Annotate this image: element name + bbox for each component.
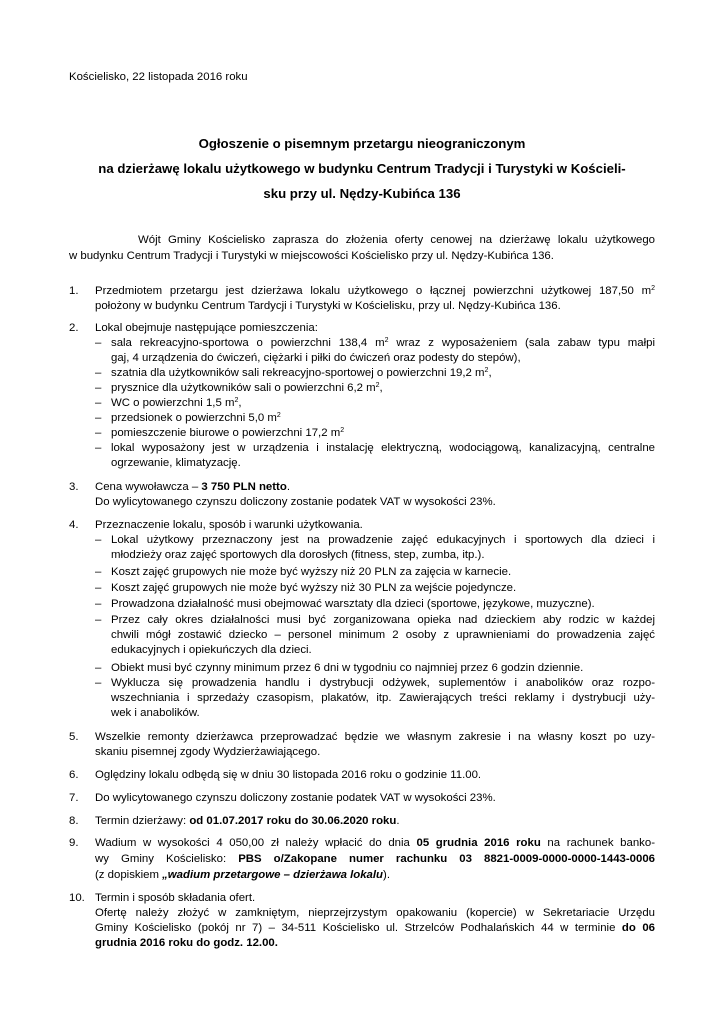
item-10-line-4: grudnia 2016 roku do godz. 12.00. <box>95 937 278 949</box>
item-10-line-2: Ofertę należy złożyć w zamkniętym, nieprzejrzystym opakowaniu (kopercie) w Sekretariacie Urzędu <box>95 907 655 919</box>
item-4-sub-4: Prowadzona działalność musi obejmować warsztaty dla dzieci (sportowe, językowe, muzyczne). <box>111 598 595 610</box>
item-3-line-2: Do wylicytowanego czynszu doliczony zostanie podatek VAT w wysokości 23%. <box>95 496 496 508</box>
item-6-number: 6. <box>69 769 79 781</box>
item-2-sub-1-line-1: sala rekreacyjno-sportowa o powierzchni 138,4 $m^2$ wraz z wyposażeniem (sala zabaw typu małpi <box>111 337 655 349</box>
item-2-sub-4: WC o powierzchni 1,5 $m^2$, <box>111 397 242 409</box>
item-1-line-2: położony w budynku Centrum Tardycji i Turystyki w Kościelisku, przy ul. Nędzy-Kubińca 136. <box>95 300 561 312</box>
item-1-line-1: Przedmiotem przetargu jest dzierżawa lokalu użytkowego o łącznej powierzchni użytkowej 187,50 $m^2$ <box>95 285 655 297</box>
item-4-bullet: – <box>95 677 102 689</box>
item-3-number: 3. <box>69 481 79 493</box>
item-4-sub-5-line-1: Przez cały okres działalności musi być zorganizowana opieka nad dzieckiem aby rodzic w każdej <box>111 614 655 626</box>
item-4-sub-3: Koszt zajęć grupowych nie może być wyższy niż 30 PLN za wejście pojedyncze. <box>111 582 517 594</box>
title-line-3: sku przy ul. Nędzy-Kubińca 136 <box>263 186 461 201</box>
item-7-line-1: Do wylicytowanego czynszu doliczony zostanie podatek VAT w wysokości 23%. <box>95 792 496 804</box>
item-8-line-1: Termin dzierżawy: od 01.07.2017 roku do 30.06.2020 roku. <box>95 815 400 827</box>
item-2-bullet: – <box>95 442 102 454</box>
item-2-number: 2. <box>69 322 79 334</box>
item-2-sub-3: prysznice dla użytkowników sali o powierzchni 6,2 $m^2$, <box>111 382 383 394</box>
deposit-deadline: 05 grudnia 2016 roku <box>416 837 541 849</box>
item-2-bullet: – <box>95 427 102 439</box>
item-2-sub-7-line-1: lokal wyposażony jest w urządzenia i instalację elektryczną, wodociągową, kanalizacyjną, centralne <box>111 442 655 454</box>
item-2-bullet: – <box>95 397 102 409</box>
item-9-line-2: wy Gminy Kościelisko: PBS o/Zakopane numer rachunku 03 8821-0009-0000-0000-1443-0006 <box>95 853 656 865</box>
item-10-line-1: Termin i sposób składania ofert. <box>95 892 256 904</box>
item-1-number: 1. <box>69 285 79 297</box>
item-2-sub-1-line-2: gaj, 4 urządzenia do ćwiczeń, ciężarki i piłki do ćwiczeń oraz podesty do stepów), <box>111 352 521 364</box>
item-4-heading: Przeznaczenie lokalu, sposób i warunki użytkowania. <box>95 519 363 531</box>
item-4-bullet: – <box>95 614 102 626</box>
item-8-number: 8. <box>69 815 79 827</box>
item-2-bullet: – <box>95 367 102 379</box>
item-10-number: 10. <box>69 892 85 904</box>
item-10-line-3: Gminy Kościelisko (pokój nr 7) – 34-511 Kościelisko ul. Strzelców Podhalańskich 44 w terminie do 06 <box>95 922 655 934</box>
intro-line-2: w budynku Centrum Tradycji i Turystyki w miejscowości Kościelisko przy ul. Nędzy-Kubińca 136. <box>69 250 554 262</box>
place-date: Kościelisko, 22 listopada 2016 roku <box>69 71 248 83</box>
item-4-sub-5-line-3: edukacyjnych i opiekuńczych dla dzieci. <box>111 644 312 656</box>
item-4-sub-2: Koszt zajęć grupowych nie może być wyższy niż 20 PLN za zajęcia w karnecie. <box>111 566 512 578</box>
item-3-line-1: Cena wywoławcza – 3 750 PLN netto. <box>95 481 290 493</box>
item-4-bullet: – <box>95 582 102 594</box>
item-2-heading: Lokal obejmuje następujące pomieszczenia: <box>95 322 318 334</box>
item-2-sub-2: szatnia dla użytkowników sali rekreacyjno-sportowej o powierzchni 19,2 $m^2$, <box>111 367 492 379</box>
item-4-number: 4. <box>69 519 79 531</box>
item-2-bullet: – <box>95 382 102 394</box>
item-2-sub-7-line-2: ogrzewanie, klimatyzację. <box>111 457 241 469</box>
item-4-sub-1-line-2: młodzieży oraz zajęć sportowych dla dorosłych (fitness, step, zumba, itp.). <box>111 549 485 561</box>
item-4-sub-7-line-1: Wyklucza się prowadzenia handlu i dystrybucji odżywek, suplementów i anabolików oraz rozpo- <box>111 677 655 689</box>
item-4-sub-7-line-3: wek i anabolików. <box>111 707 200 719</box>
item-7-number: 7. <box>69 792 79 804</box>
lease-term: od 01.07.2017 roku do 30.06.2020 roku <box>189 815 397 827</box>
item-9-line-3: (z dopiskiem „wadium przetargowe – dzierżawa lokalu). <box>95 869 390 881</box>
item-2-bullet: – <box>95 337 102 349</box>
item-5-line-1: Wszelkie remonty dzierżawca przeprowadzać będzie we własnym zakresie i na własny koszt po uzy- <box>95 731 655 743</box>
intro-line-1: Wójt Gminy Kościelisko zaprasza do złożenia oferty cenowej na dzierżawę lokalu użytkowego <box>138 234 655 246</box>
item-5-line-2: skaniu pisemnej zgody Wydzierżawiającego. <box>95 746 321 758</box>
item-9-line-1: Wadium w wysokości 4 050,00 zł należy wpłacić do dnia 05 grudnia 2016 roku na rachunek banko- <box>95 837 655 849</box>
item-4-bullet: – <box>95 534 102 546</box>
bank-account: PBS o/Zakopane numer rachunku 03 8821-0009-0000-0000-1443-0006 <box>238 853 656 865</box>
item-4-bullet: – <box>95 598 102 610</box>
item-4-sub-5-line-2: chwili mógł zostawić dziecko – personel minimum 2 osoby z uprawnieniami do prowadzenia zajęć <box>111 629 655 641</box>
item-2-bullet: – <box>95 412 102 424</box>
item-6-line-1: Oględziny lokalu odbędą się w dniu 30 listopada 2016 roku o godzinie 11.00. <box>95 769 482 781</box>
starting-price: 3 750 PLN netto <box>201 481 287 493</box>
item-4-bullet: – <box>95 662 102 674</box>
title-line-2: na dzierżawę lokalu użytkowego w budynku Centrum Tradycji i Turystyki w Kościeli- <box>98 161 626 176</box>
item-4-bullet: – <box>95 566 102 578</box>
item-4-sub-7-line-2: wszechniania i sprzedaży czasopism, plakatów, itp. Zawierających treści reklamy i dystrybucji uży- <box>111 692 655 704</box>
submission-deadline-start: do 06 <box>621 922 655 934</box>
deposit-note: „wadium przetargowe – dzierżawa lokalu <box>162 869 384 881</box>
item-5-number: 5. <box>69 731 79 743</box>
item-9-number: 9. <box>69 837 79 849</box>
item-4-sub-1-line-1: Lokal użytkowy przeznaczony jest na prowadzenie zajęć edukacyjnych i sportowych dla dzieci i <box>111 534 655 546</box>
item-2-sub-5: przedsionek o powierzchni 5,0 $m^2$ <box>111 412 281 424</box>
item-4-sub-6: Obiekt musi być czynny minimum przez 6 dni w tygodniu co najmniej przez 6 godzin dziennie. <box>111 662 584 674</box>
item-2-sub-6: pomieszczenie biurowe o powierzchni 17,2 $m^2$ <box>111 427 345 439</box>
title-line-1: Ogłoszenie o pisemnym przetargu nieograniczonym <box>198 136 526 151</box>
